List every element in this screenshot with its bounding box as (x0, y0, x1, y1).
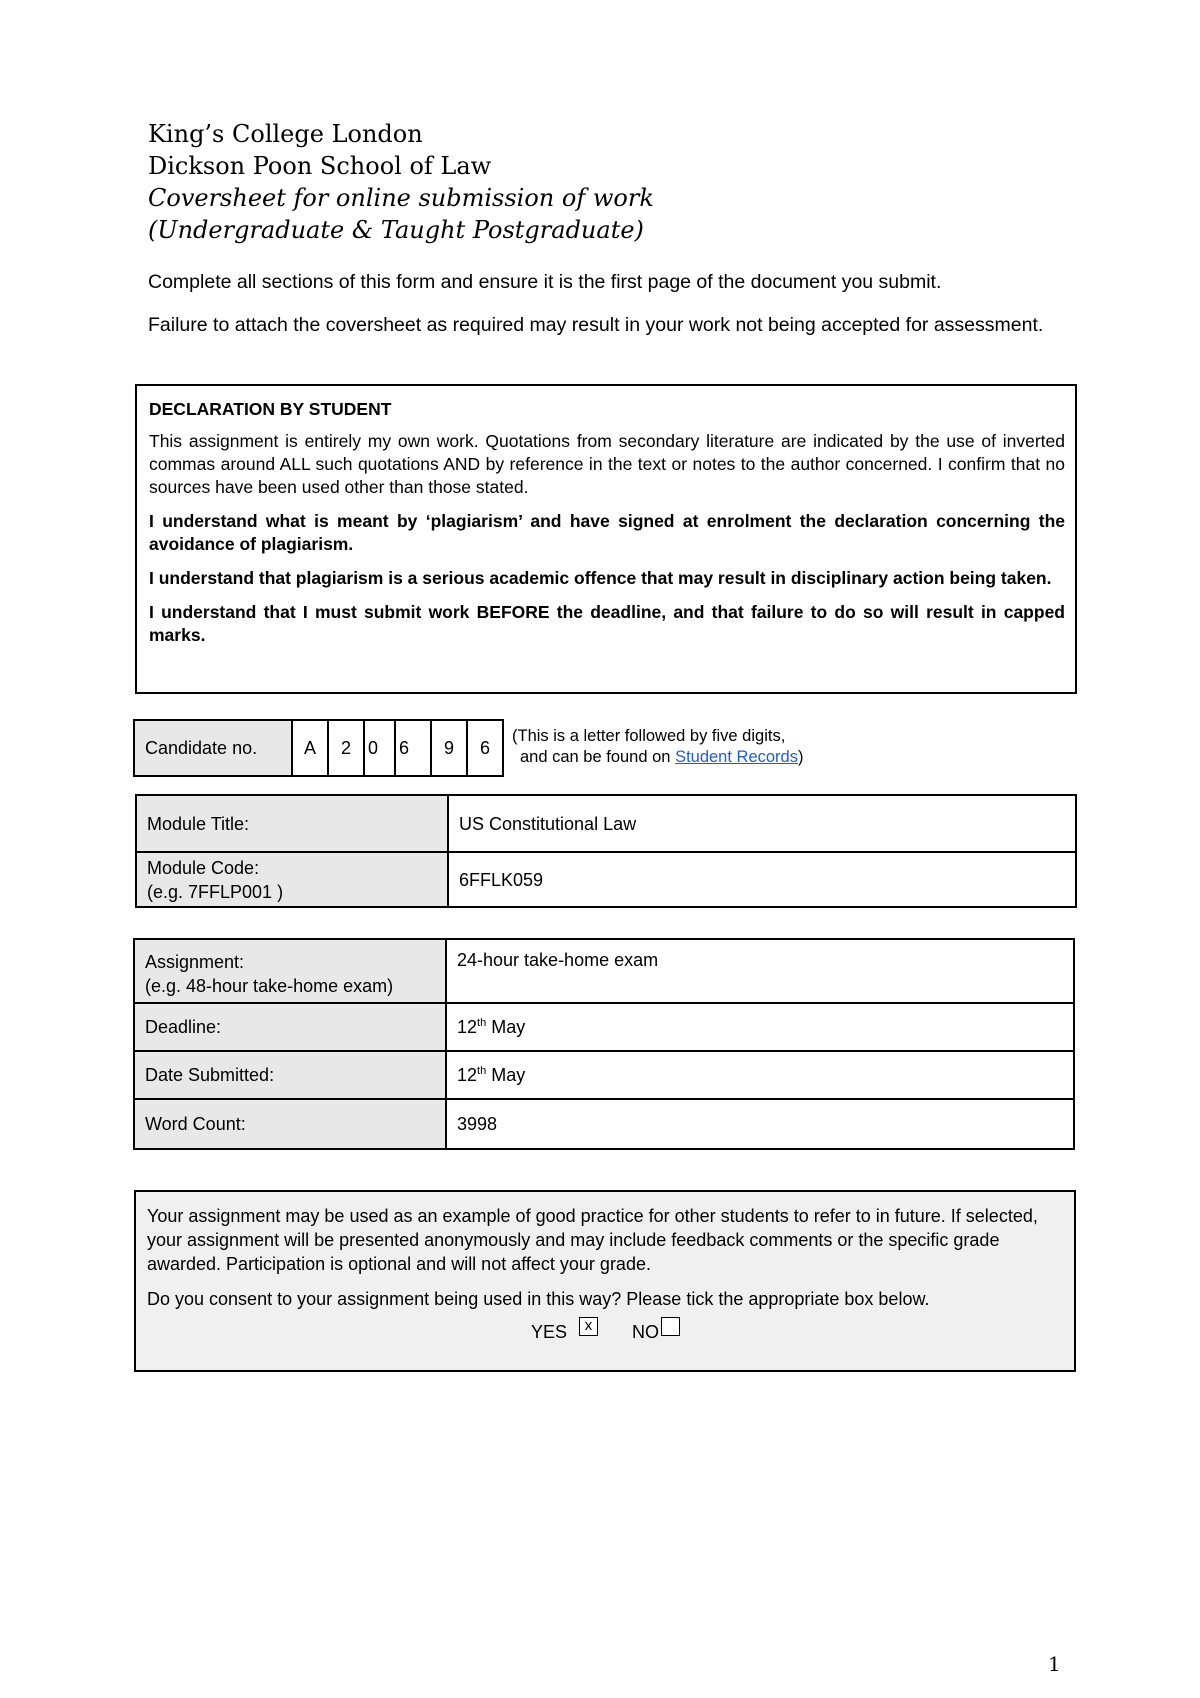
assignment-label-line2: (e.g. 48-hour take-home exam) (145, 976, 394, 996)
candidate-label: Candidate no. (134, 720, 292, 776)
assignment-value[interactable]: 24-hour take-home exam (446, 939, 1074, 1003)
candidate-digit[interactable]: 6 (395, 720, 431, 776)
module-code-value[interactable]: 6FFLK059 (448, 852, 1076, 907)
submitted-day: 12 (457, 1065, 478, 1085)
declaration-title: DECLARATION BY STUDENT (149, 399, 392, 419)
candidate-note-line1: (This is a letter followed by five digits, (512, 727, 786, 745)
candidate-number-table (133, 719, 504, 777)
consent-explanation: Your assignment may be used as an example of good practice for other students to refer to in future. If selected, your assignment will be presented anonymously and may include feedback comments or the specific grade awarded. Participation is optional and will not affect your grade. (147, 1206, 1038, 1274)
word-count-value[interactable]: 3998 (446, 1099, 1074, 1149)
deadline-day: 12 (457, 1017, 478, 1037)
form-title: Coversheet for online submission of work (148, 184, 654, 212)
candidate-note-post: ) (797, 748, 804, 766)
consent-yes-checkbox[interactable]: x (579, 1317, 598, 1336)
date-submitted-value[interactable] (446, 1051, 1074, 1099)
declaration-paragraph: This assignment is entirely my own work. Quotations from secondary literature are indicated by the use of inverted commas around ALL such quotations AND by reference in the text or notes to the author concerned. I confirm that no sources have been used other than those stated. (149, 431, 1065, 497)
consent-no-label: NO (632, 1322, 660, 1342)
candidate-note-pre: and can be found on (520, 748, 676, 766)
module-title-label: Module Title: (136, 795, 448, 852)
candidate-digit[interactable]: 0 (364, 720, 395, 776)
consent-box (134, 1190, 1076, 1372)
submitted-ordinal: th (477, 1065, 487, 1077)
assignment-label (134, 939, 446, 1003)
consent-options (147, 1317, 1064, 1343)
candidate-digit[interactable]: 2 (328, 720, 364, 776)
consent-yes-label: YES (530, 1322, 568, 1342)
module-code-label-line1: Module Code: (147, 857, 260, 878)
page-number: 1 (1048, 1652, 1061, 1676)
deadline-label: Deadline: (134, 1003, 446, 1051)
word-count-label: Word Count: (134, 1099, 446, 1149)
candidate-number-note (512, 726, 803, 768)
student-records-link[interactable]: Student Records (675, 748, 798, 766)
document-header (148, 118, 654, 246)
date-submitted-label: Date Submitted: (134, 1051, 446, 1099)
module-table (135, 794, 1077, 908)
submitted-month: May (486, 1065, 526, 1085)
module-code-label (136, 852, 448, 907)
school-name: Dickson Poon School of Law (148, 152, 492, 180)
consent-question: Do you consent to your assignment being used in this way? Please tick the appropriate box below. (147, 1289, 930, 1309)
declaration-plagiarism-meaning: I understand what is meant by ‘plagiarism’ and have signed at enrolment the declaration concerning the avoidance of plagiarism. (149, 511, 1065, 554)
candidate-digit[interactable]: 9 (431, 720, 467, 776)
candidate-digit[interactable]: A (292, 720, 328, 776)
assignment-table (133, 938, 1075, 1150)
intro-instruction: Complete all sections of this form and ensure it is the first page of the document you submit. (148, 271, 942, 293)
institution-name: King’s College London (148, 120, 423, 148)
assignment-label-line1: Assignment: (145, 952, 245, 972)
deadline-month: May (486, 1017, 526, 1037)
deadline-value[interactable] (446, 1003, 1074, 1051)
declaration-deadline: I understand that I must submit work BEFORE the deadline, and that failure to do so will result in capped marks. (149, 602, 1065, 645)
intro-warning: Failure to attach the coversheet as required may result in your work not being accepted for assessment. (148, 314, 1044, 336)
form-subtitle: (Undergraduate & Taught Postgraduate) (148, 216, 644, 244)
declaration-box (135, 384, 1077, 694)
module-code-label-line2: (e.g. 7FFLP001 ) (147, 881, 284, 902)
declaration-plagiarism-offence: I understand that plagiarism is a serious academic offence that may result in disciplinary action being taken. (149, 568, 1052, 588)
consent-no-checkbox[interactable] (661, 1317, 680, 1336)
module-title-value[interactable]: US Constitutional Law (448, 795, 1076, 852)
candidate-digit[interactable]: 6 (467, 720, 503, 776)
deadline-ordinal: th (477, 1017, 487, 1029)
